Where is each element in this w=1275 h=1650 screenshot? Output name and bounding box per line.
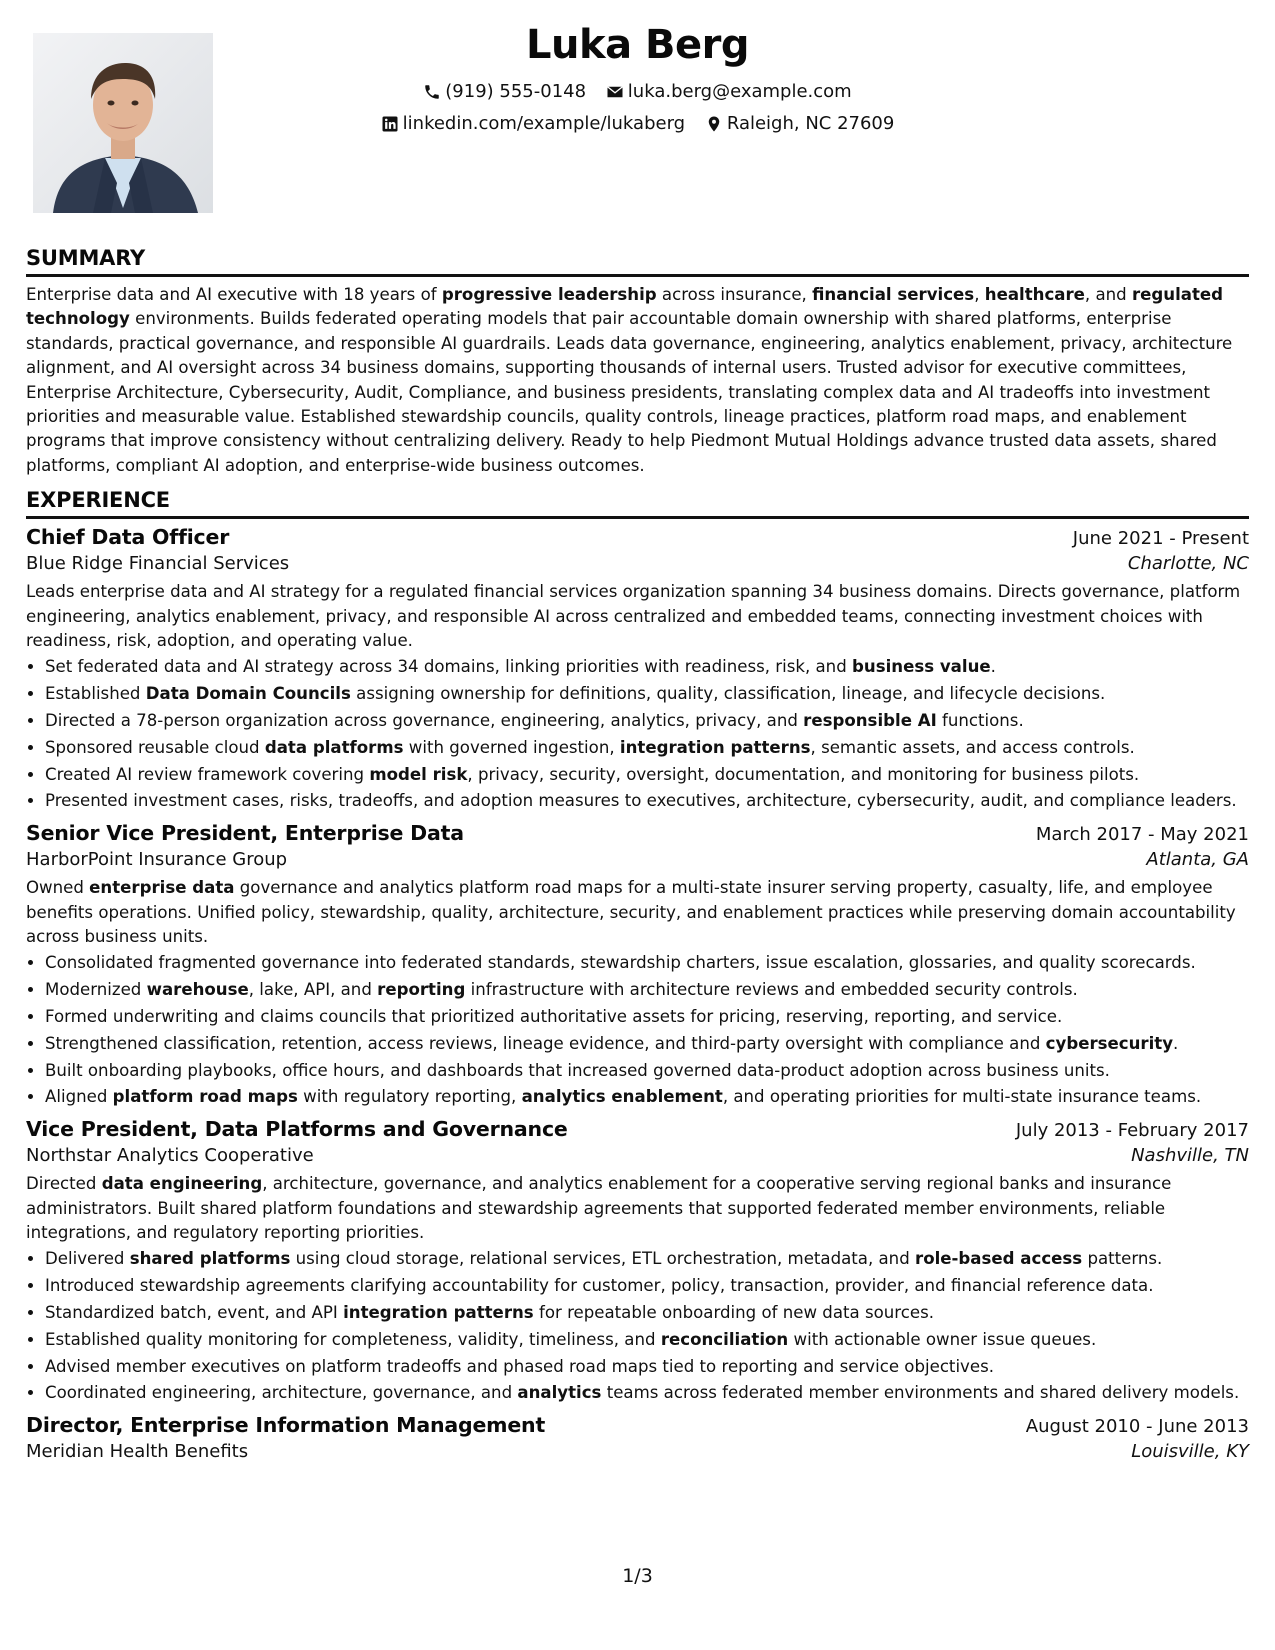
job-dates: August 2010 - June 2013 — [1025, 1416, 1249, 1438]
job-title: Director, Enterprise Information Management — [26, 1413, 546, 1438]
list-item: • Built onboarding playbooks, office hours, and dashboards that increased governed data-product adoption across business units. — [45, 1058, 1249, 1085]
list-item: • Created AI review framework covering model risk, privacy, security, oversight, documentation, and monitoring for business pilots. — [45, 762, 1249, 789]
summary-text: Enterprise data and AI executive with 18 years of progressive leadership across insurance, financial services, healthcare, and regulated technology environments. Builds federated operating models that pair accountable domain ownership with shared platforms, enterprise standards, practical governance, and responsible AI guardrails. Leads data governance, engineering, analytics enablement, privacy, architecture alignment, and AI oversight across 34 business domains, supporting thousands of internal users. Trusted advisor for executive committees, Enterprise Architecture, Cybersecurity, Audit, Compliance, and business presidents, translating complex data and AI tradeoffs into investment priorities and measurable value. Established stewardship councils, quality controls, lineage practices, platform road maps, and enablement programs that improve consistency without centralizing delivery. Ready to help Piedmont Mutual Holdings advance trusted data assets, shared platforms, compliant AI adoption, and enterprise-wide business outcomes. — [26, 285, 1233, 475]
job-entry — [26, 1117, 1249, 1407]
job-description: Leads enterprise data and AI strategy for a regulated financial services organization spanning 34 business domains. Directs governance, platform engineering, analytics enablement, privacy, and responsible AI across centralized and embedded teams, connecting investment choices with readiness, risk, adoption, and operating value. — [26, 582, 1241, 651]
job-bullets — [26, 654, 1249, 815]
job-entry — [26, 525, 1249, 815]
job-header — [26, 525, 1249, 549]
job-title: Vice President, Data Platforms and Governance — [26, 1117, 568, 1142]
job-subheader — [26, 1145, 1249, 1166]
job-entry — [26, 821, 1249, 1111]
job-location: Atlanta, GA — [1146, 849, 1249, 871]
phone-icon — [423, 83, 441, 101]
list-item: • Modernized warehouse, lake, API, and reporting infrastructure with architecture reviews and embedded security controls. — [45, 977, 1249, 1004]
job-dates: March 2017 - May 2021 — [1035, 824, 1249, 846]
job-company: Blue Ridge Financial Services — [26, 553, 290, 575]
contact-row-secondary — [0, 113, 1275, 138]
job-company: Meridian Health Benefits — [26, 1441, 249, 1463]
list-item: • Established quality monitoring for completeness, validity, timeliness, and reconciliation with actionable owner issue queues. — [45, 1327, 1249, 1354]
list-item: • Presented investment cases, risks, tradeoffs, and adoption measures to executives, architecture, cybersecurity, audit, and compliance leaders. — [45, 788, 1249, 815]
experience-section — [26, 488, 1249, 1462]
summary-section — [26, 246, 1249, 478]
linkedin-icon — [381, 115, 399, 133]
job-description: Owned enterprise data governance and analytics platform road maps for a multi-state insurer serving property, casualty, life, and employee benefits operations. Unified policy, stewardship, quality, architecture, security, and enablement practices while preserving domain accountability across business units. — [26, 878, 1236, 947]
list-item: • Advised member executives on platform tradeoffs and phased road maps tied to reporting and service objectives. — [45, 1354, 1249, 1381]
linkedin-contact[interactable] — [381, 113, 685, 134]
list-item: • Formed underwriting and claims councils that prioritized authoritative assets for pricing, reserving, reporting, and service. — [45, 1004, 1249, 1031]
job-subheader — [26, 849, 1249, 870]
job-description: Directed data engineering, architecture, governance, and analytics enablement for a cooperative serving regional banks and insurance administrators. Built shared platform foundations and stewardship agreements that supported federated member environments, reliable integrations, and regulatory reporting priorities. — [26, 1174, 1172, 1243]
job-subheader — [26, 553, 1249, 574]
summary-heading: SUMMARY — [26, 246, 1249, 277]
map-pin-icon — [705, 115, 723, 133]
job-location: Charlotte, NC — [1127, 553, 1249, 575]
candidate-name: Luka Berg — [526, 22, 749, 68]
job-dates: July 2013 - February 2017 — [1015, 1120, 1249, 1142]
page-number: 1/3 — [622, 1565, 653, 1587]
list-item: • Delivered shared platforms using cloud storage, relational services, ETL orchestration, metadata, and role-based access patterns. — [45, 1246, 1249, 1273]
job-location: Louisville, KY — [1131, 1441, 1249, 1463]
job-list — [26, 525, 1249, 1462]
job-header — [26, 1413, 1249, 1437]
list-item: • Coordinated engineering, architecture, governance, and analytics teams across federated member environments and shared delivery models. — [45, 1380, 1249, 1407]
envelope-icon — [606, 83, 624, 101]
email-text: luka.berg@example.com — [627, 81, 852, 102]
job-header — [26, 821, 1249, 845]
job-bullets — [26, 1246, 1249, 1407]
job-company: HarborPoint Insurance Group — [26, 849, 288, 871]
list-item: • Standardized batch, event, and API integration patterns for repeatable onboarding of new data sources. — [45, 1300, 1249, 1327]
list-item: • Consolidated fragmented governance into federated standards, stewardship charters, issue escalation, glossaries, and quality scorecards. — [45, 950, 1249, 977]
job-location: Nashville, TN — [1131, 1145, 1249, 1167]
job-subheader — [26, 1441, 1249, 1462]
email-contact[interactable] — [606, 81, 852, 102]
list-item: • Aligned platform road maps with regulatory reporting, analytics enablement, and operating priorities for multi-state insurance teams. — [45, 1084, 1249, 1111]
job-dates: June 2021 - Present — [1072, 528, 1249, 550]
job-title: Chief Data Officer — [26, 525, 230, 550]
phone-text: (919) 555-0148 — [445, 81, 587, 102]
job-title: Senior Vice President, Enterprise Data — [26, 821, 464, 846]
job-entry — [26, 1413, 1249, 1462]
job-header — [26, 1117, 1249, 1141]
contact-row-primary — [0, 81, 1275, 106]
list-item: • Directed a 78-person organization across governance, engineering, analytics, privacy, and responsible AI functions. — [45, 708, 1249, 735]
list-item: • Set federated data and AI strategy across 34 domains, linking priorities with readiness, risk, and business value. — [45, 654, 1249, 681]
location-contact — [705, 113, 895, 134]
experience-heading: EXPERIENCE — [26, 488, 1249, 519]
list-item: • Sponsored reusable cloud data platforms with governed ingestion, integration patterns, semantic assets, and access controls. — [45, 735, 1249, 762]
location-text: Raleigh, NC 27609 — [726, 113, 895, 134]
linkedin-text: linkedin.com/example/lukaberg — [402, 113, 686, 134]
resume-content — [26, 246, 1249, 1462]
list-item: • Introduced stewardship agreements clarifying accountability for customer, policy, transaction, provider, and financial reference data. — [45, 1273, 1249, 1300]
job-company: Northstar Analytics Cooperative — [26, 1145, 314, 1167]
job-bullets — [26, 950, 1249, 1111]
list-item: • Established Data Domain Councils assigning ownership for definitions, quality, classification, lineage, and lifecycle decisions. — [45, 681, 1249, 708]
list-item: • Strengthened classification, retention, access reviews, lineage evidence, and third-party oversight with compliance and cybersecurity. — [45, 1031, 1249, 1058]
phone-contact[interactable] — [423, 81, 586, 102]
